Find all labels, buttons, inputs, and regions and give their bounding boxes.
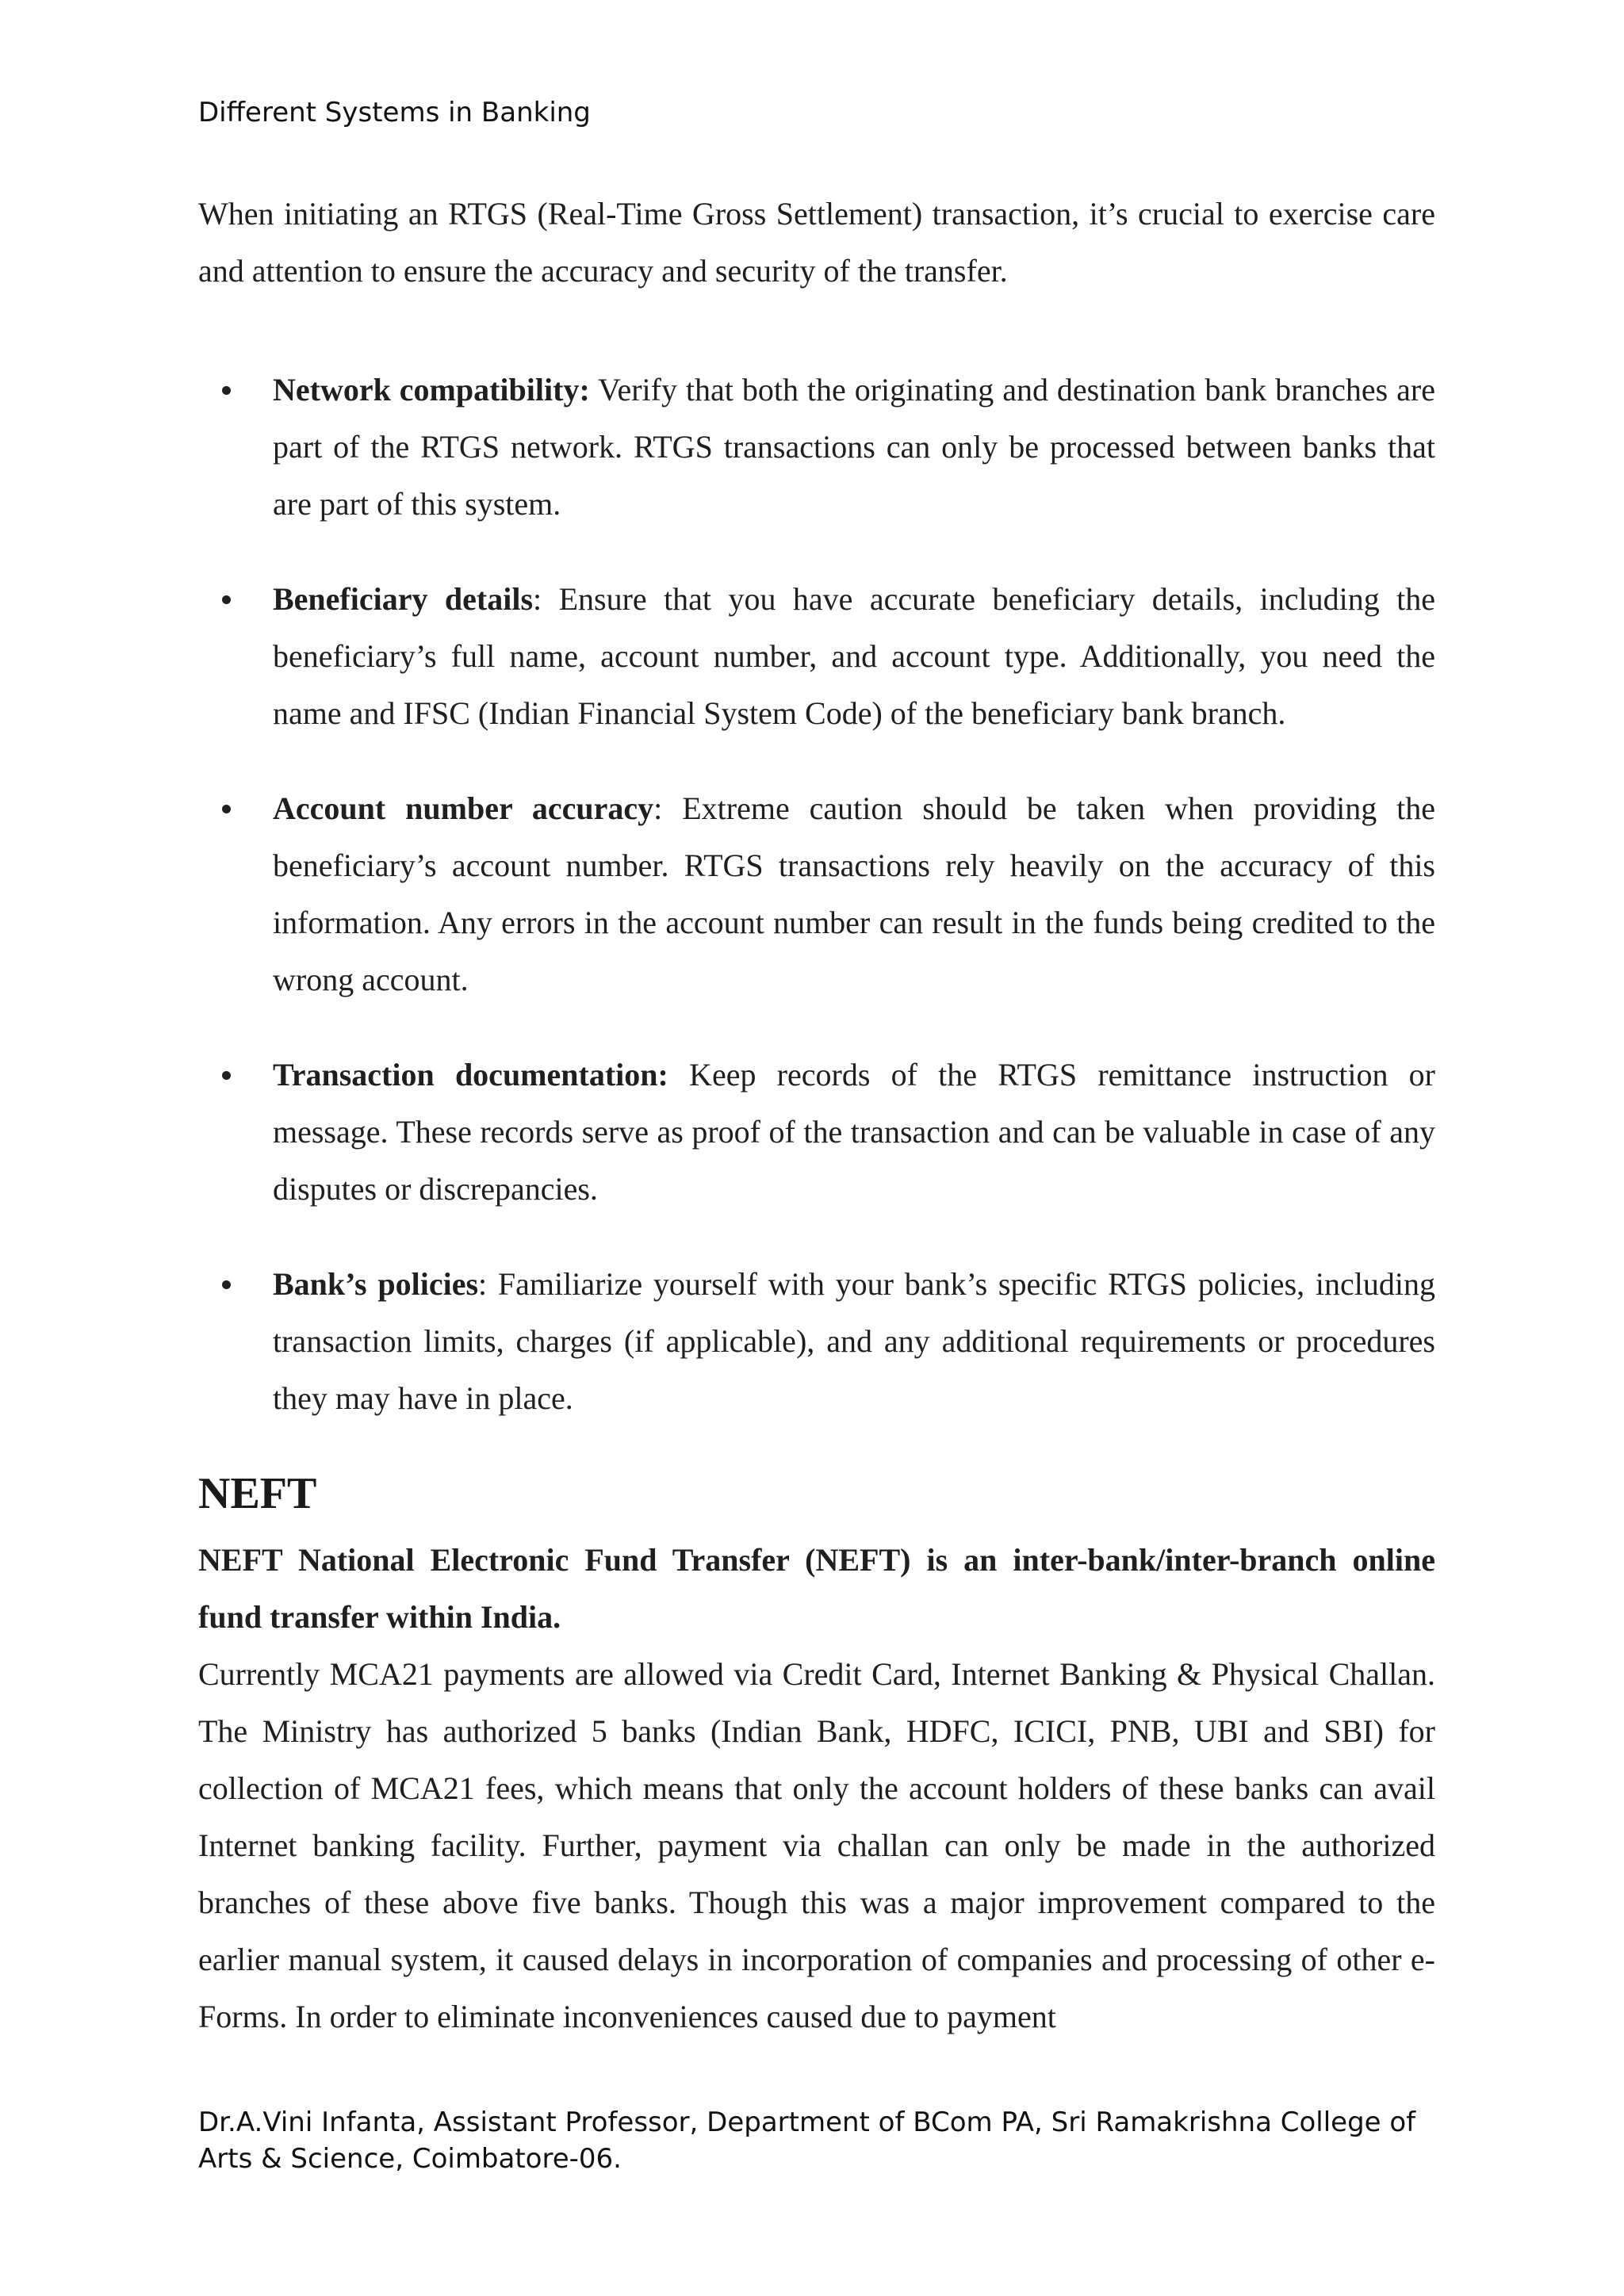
list-item xyxy=(198,1256,1435,1427)
neft-lead-paragraph: NEFT National Electronic Fund Transfer (NEFT) is an inter-bank/inter-branch online fund transfer within India. xyxy=(198,1542,1435,1635)
bullet-icon xyxy=(222,1280,231,1289)
bullet-text: : Familiarize yourself with your bank’s specific RTGS policies, including transaction limits, charges (if applicable), and any additional requirements or procedures they may have in place. xyxy=(273,1266,1436,1416)
bullet-text: : Ensure that you have accurate beneficiary details, including the beneficiary’s full name, account number, and account type. Additionally, you need the name and IFSC (Indian Financial System Code) of the beneficiary bank branch. xyxy=(273,581,1435,731)
bullet-title: Transaction documentation: xyxy=(273,1057,668,1093)
list-item xyxy=(198,1047,1435,1218)
bullet-icon xyxy=(222,386,231,395)
section-heading-neft: NEFT xyxy=(198,1469,317,1518)
page-header: Different Systems in Banking xyxy=(198,97,591,128)
page-content xyxy=(198,186,1435,2045)
bullet-text: Verify that both the originating and destination bank branches are part of the RTGS network. RTGS transactions can only be processed between banks that are part of this system. xyxy=(273,372,1435,522)
bullet-icon xyxy=(222,805,231,813)
list-item xyxy=(198,780,1435,1008)
bullet-text: Keep records of the RTGS remittance instruction or message. These records serve as proof of the transaction and can be valuable in case of any disputes or discrepancies. xyxy=(273,1057,1435,1207)
bullet-list xyxy=(198,362,1435,1427)
neft-body-paragraph: Currently MCA21 payments are allowed via Credit Card, Internet Banking & Physical Challan. The Ministry has authorized 5 banks (Indian Bank, HDFC, ICICI, PNB, UBI and SBI) for collection of MCA21 fees, which means that only the account holders of these banks can avail Internet banking facility. Further, payment via challan can only be made in the authorized branches of these above five banks. Though this was a major improvement compared to the earlier manual system, it caused delays in incorporation of companies and processing of other e-Forms. In order to eliminate inconveniences caused due to payment xyxy=(198,1656,1435,2034)
list-item xyxy=(198,571,1435,742)
bullet-title: Bank’s policies xyxy=(273,1266,479,1302)
bullet-icon xyxy=(222,1071,231,1080)
bullet-title: Network compatibility: xyxy=(273,372,590,408)
bullet-text: : Extreme caution should be taken when providing the beneficiary’s account number. RTGS transactions rely heavily on the accuracy of this information. Any errors in the account number can result in the funds being credited to the wrong account. xyxy=(273,790,1436,997)
bullet-title: Beneficiary details xyxy=(273,581,534,617)
intro-paragraph: When initiating an RTGS (Real-Time Gross Settlement) transaction, it’s crucial to exercise care and attention to ensure the accuracy and security of the transfer. xyxy=(198,196,1435,289)
bullet-icon xyxy=(222,595,231,604)
bullet-title: Account number accuracy xyxy=(273,790,654,826)
page-footer: Dr.A.Vini Infanta, Assistant Professor, Department of BCom PA, Sri Ramakrishna College of Arts & Science, Coimbatore-06. xyxy=(198,2107,1416,2175)
list-item xyxy=(198,362,1435,533)
